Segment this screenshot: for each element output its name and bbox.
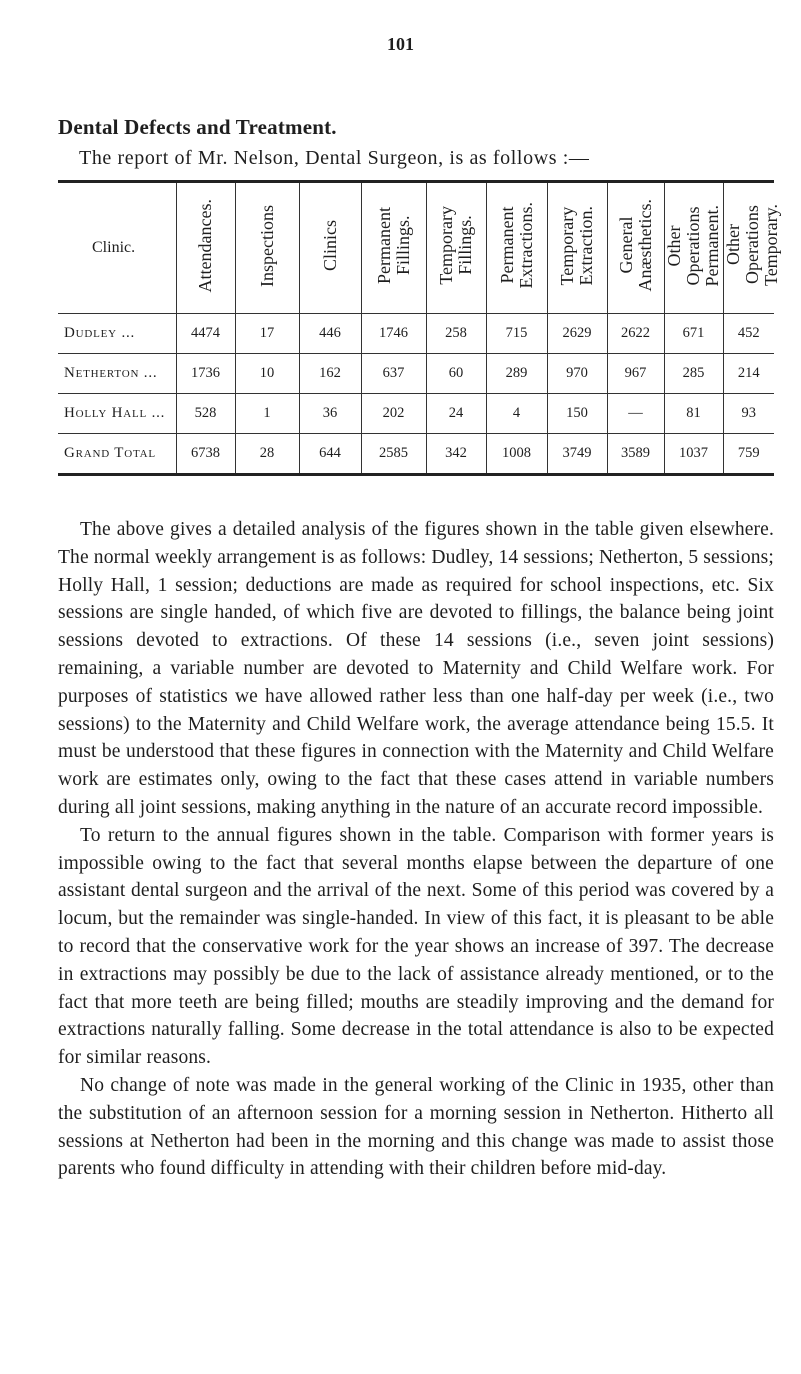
table-cell: 4 — [486, 394, 547, 434]
column-header — [664, 182, 723, 314]
row-label: Holly Hall ... — [64, 405, 166, 421]
column-header-label: General Anæsthetics. — [615, 199, 655, 292]
table-cell: 1746 — [361, 314, 426, 354]
column-header — [299, 182, 361, 314]
column-header-label: Temporary Fillings. — [436, 206, 475, 285]
table-row-netherton — [58, 354, 774, 394]
column-header-label: Other Operations Temporary. — [722, 204, 781, 287]
table-cell: 81 — [664, 394, 723, 434]
table-cell: 28 — [235, 434, 299, 475]
column-header-label: Permanent Extractions. — [496, 202, 536, 289]
table-cell: 17 — [235, 314, 299, 354]
column-header-label: Other Operations Permanent. — [664, 204, 722, 287]
dental-treatment-table — [58, 180, 781, 476]
page-number: 101 — [387, 34, 414, 54]
table-cell: 150 — [547, 394, 607, 434]
table-cell: 93 — [723, 394, 774, 434]
table-cell: 967 — [607, 354, 664, 394]
table-cell: 644 — [299, 434, 361, 475]
table-cell: — — [607, 394, 664, 434]
table-cell: 3589 — [607, 434, 664, 475]
table-cell: 24 — [426, 394, 486, 434]
table-row-grand-total — [58, 434, 774, 475]
column-header-label: Permanent Fillings. — [373, 207, 413, 284]
column-header — [235, 182, 299, 314]
table-cell: 342 — [426, 434, 486, 475]
table-cell: 258 — [426, 314, 486, 354]
table-cell: 2629 — [547, 314, 607, 354]
report-body — [58, 516, 774, 1183]
table-cell: 285 — [664, 354, 723, 394]
column-header-label: Inspections — [256, 204, 277, 287]
table-header-row — [58, 182, 774, 314]
table-cell: 452 — [723, 314, 774, 354]
column-header — [176, 182, 235, 314]
table-cell: 637 — [361, 354, 426, 394]
row-label: Grand Total — [64, 445, 156, 461]
paragraph: No change of note was made in the general working of the Clinic in 1935, other than the substitution of an afternoon session for a morning session in Netherton. Hitherto all sessions at Netherton had been in the morning and this change was made to assist those parents who found difficulty in attending with their children before mid-day. — [58, 1074, 774, 1180]
section-heading: Dental Defects and Treatment. — [58, 115, 337, 139]
table-cell: 759 — [723, 434, 774, 475]
paragraph: The above gives a detailed analysis of the figures shown in the table given elsewhere. The normal weekly arrangement is as follows: Dudley, 14 sessions; Netherton, 5 sessions; Holly Hall, 1 session; deductions are made as required for school inspections, etc. Six sessions are single handed, of which five are devoted to fillings, the balance being joint sessions devoted to extractions. Of these 14 sessions (i.e., seven joint sessions) remaining, a variable number are devoted to Maternity and Child Welfare work. For purposes of statistics we have allowed rather less than one half-day per week (i.e., two sessions) to the Maternity and Child Welfare work, the average attendance being 15.5. It must be understood that these figures in connection with the Maternity and Child Welfare work are estimates only, owing to the fact that these cases attend in variable numbers during all joint sessions, making anything in the nature of an accurate record impossible. — [58, 519, 774, 818]
table-cell: 1 — [235, 394, 299, 434]
table-cell: 162 — [299, 354, 361, 394]
column-header-clinic: Clinic. — [92, 239, 136, 256]
column-header-label: Clinics — [319, 219, 340, 271]
table-cell: 446 — [299, 314, 361, 354]
table-cell: 2622 — [607, 314, 664, 354]
table-cell: 202 — [361, 394, 426, 434]
table-cell: 3749 — [547, 434, 607, 475]
column-header — [426, 182, 486, 314]
table-cell: 289 — [486, 354, 547, 394]
table-cell: 214 — [723, 354, 774, 394]
table-cell: 528 — [176, 394, 235, 434]
table-cell: 36 — [299, 394, 361, 434]
table-cell: 1037 — [664, 434, 723, 475]
table-cell: 970 — [547, 354, 607, 394]
column-header — [361, 182, 426, 314]
table-cell: 4474 — [176, 314, 235, 354]
intro-line: The report of Mr. Nelson, Dental Surgeon, is as follows :— — [79, 147, 590, 169]
table-row-dudley — [58, 314, 774, 354]
row-label: Netherton ... — [64, 365, 158, 381]
table-cell: 60 — [426, 354, 486, 394]
table-cell: 2585 — [361, 434, 426, 475]
table-cell: 10 — [235, 354, 299, 394]
table-row-holly-hall — [58, 394, 774, 434]
column-header — [547, 182, 607, 314]
table-cell: 1736 — [176, 354, 235, 394]
paragraph: To return to the annual figures shown in the table. Comparison with former years is impossible owing to the fact that several months elapse between the departure of one assistant dental surgeon and the arrival of the next. Some of this period was covered by a locum, but the remainder was single-handed. In view of this fact, it is pleasant to be able to record that the conservative work for the year shows an increase of 397. The decrease in extractions may possibly be due to the lack of assistance already mentioned, or to the fact that more teeth are being filled; mouths are steadily improving and the demand for extractions naturally falling. Some decrease in the total attendance is also to be expected for similar reasons. — [58, 824, 774, 1069]
column-header-label: Attendances. — [195, 198, 215, 293]
column-header — [722, 182, 781, 314]
column-header-label: Temporary Extraction. — [557, 205, 596, 286]
table-cell: 6738 — [176, 434, 235, 475]
row-label: Dudley ... — [64, 325, 136, 341]
column-header — [607, 182, 664, 314]
table-cell: 1008 — [486, 434, 547, 475]
table-cell: 671 — [664, 314, 723, 354]
column-header — [486, 182, 547, 314]
table-cell: 715 — [486, 314, 547, 354]
